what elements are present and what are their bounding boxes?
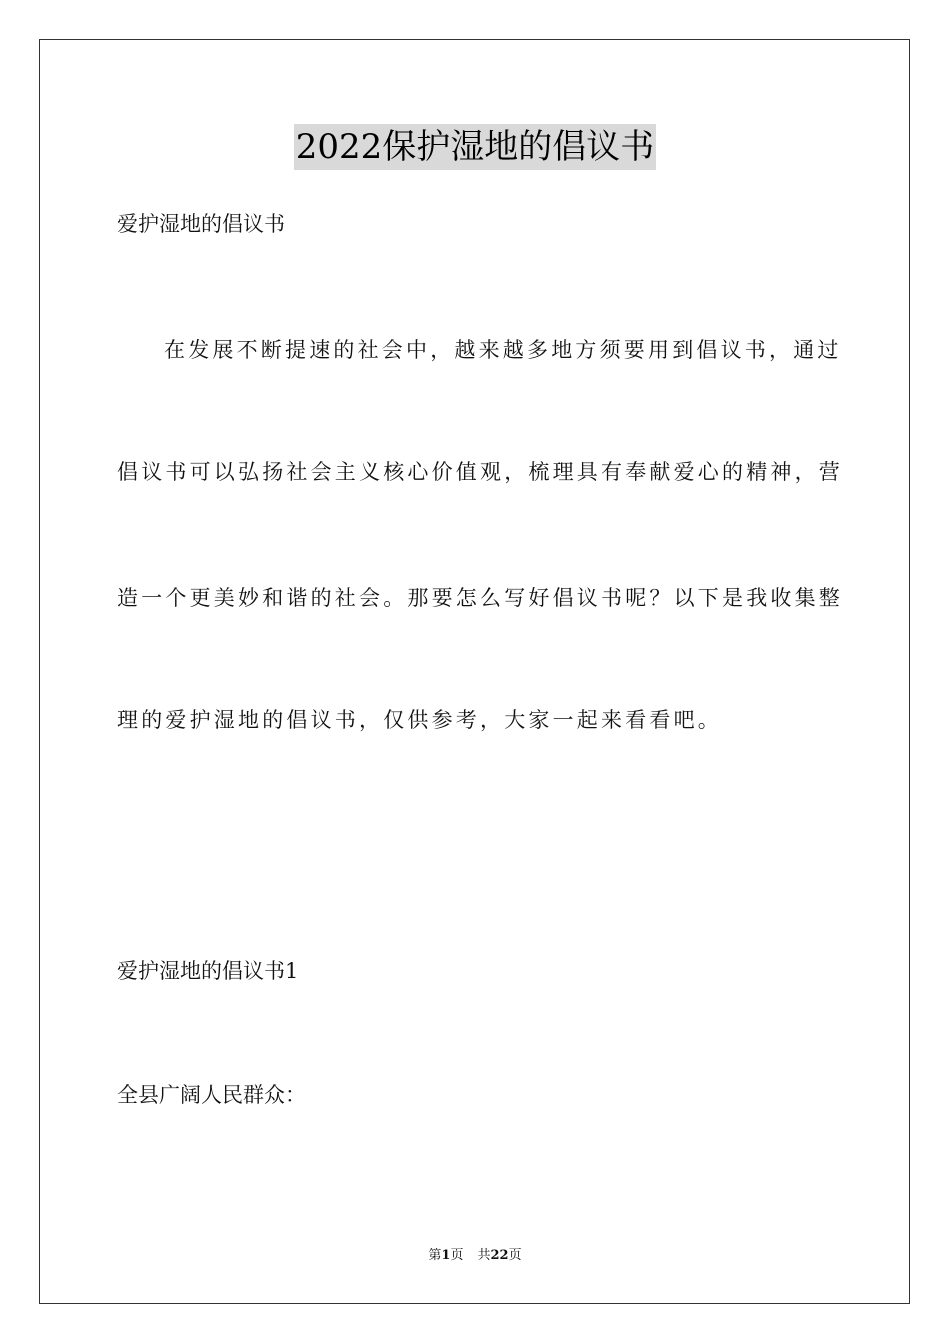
- paragraph-line-4: 理的爱护湿地的倡议书，仅供参考，大家一起来看看吧。: [117, 708, 722, 732]
- section-heading: 爱护湿地的倡议书1: [117, 959, 299, 983]
- salutation: 全县广阔人民群众：: [117, 1083, 306, 1107]
- paragraph-line-1: 在发展不断提速的社会中，越来越多地方须要用到倡议书，通过: [164, 338, 842, 362]
- document-subtitle: 爱护湿地的倡议书: [117, 212, 285, 236]
- document-title: 2022保护湿地的倡议书: [294, 124, 657, 170]
- page-footer: [0, 1246, 950, 1266]
- title-container: [0, 124, 950, 170]
- paragraph-line-3: 造一个更美妙和谐的社会。那要怎么写好倡议书呢？以下是我收集整: [117, 586, 843, 610]
- page-total: 22: [490, 1248, 509, 1263]
- paragraph-line-2: 倡议书可以弘扬社会主义核心价值观，梳理具有奉献爱心的精神，营: [117, 460, 843, 484]
- total-prefix: 共: [477, 1248, 491, 1263]
- page-prefix: 第: [428, 1248, 442, 1263]
- total-suffix: 页: [508, 1248, 522, 1263]
- page-suffix: 页: [450, 1248, 464, 1263]
- page-current: 1: [441, 1248, 451, 1263]
